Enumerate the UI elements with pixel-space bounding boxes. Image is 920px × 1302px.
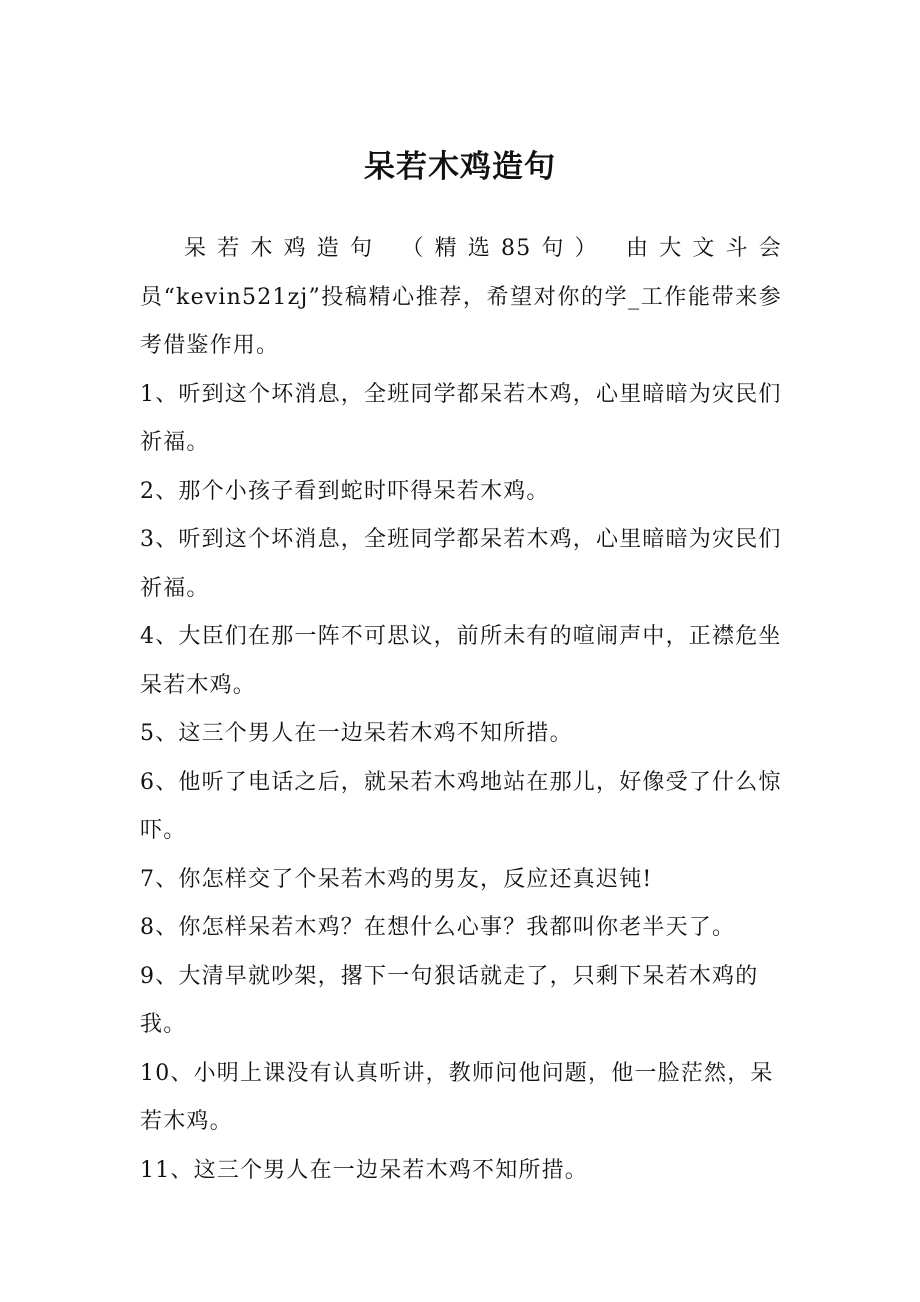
sentence-item: 4、大臣们在那一阵不可思议，前所未有的喧闹声中，正襟危坐呆若木鸡。 <box>140 624 782 698</box>
sentence-item: 11、这三个男人在一边呆若木鸡不知所措。 <box>140 1157 588 1183</box>
sentence-item: 3、听到这个坏消息，全班同学都呆若木鸡，心里暗暗为灾民们祈福。 <box>140 527 782 601</box>
document-body <box>140 225 782 1195</box>
sentence-item: 5、这三个男人在一边呆若木鸡不知所措。 <box>140 721 573 746</box>
sentence-item: 7、你怎样交了个呆若木鸡的男友，反应还真迟钝! <box>140 866 653 892</box>
intro-paragraph: 呆若木鸡造句 （精选85句） 由大文斗会员“kevin521zj”投稿精心推荐，希望对你的学_工作能带来参考借鉴作用。 <box>140 236 782 358</box>
sentence-item: 2、那个小孩子看到蛇时吓得呆若木鸡。 <box>140 478 550 504</box>
sentence-item: 9、大清早就吵架，撂下一句狠话就走了，只剩下呆若木鸡的我。 <box>140 963 759 1037</box>
sentence-item: 6、他听了电话之后，就呆若木鸡地站在那儿，好像受了什么惊吓。 <box>140 769 782 843</box>
sentence-item: 1、听到这个坏消息，全班同学都呆若木鸡，心里暗暗为灾民们祈福。 <box>140 381 782 455</box>
page-title: 呆若木鸡造句 <box>364 149 556 185</box>
sentence-item: 8、你怎样呆若木鸡？在想什么心事？我都叫你老半天了。 <box>140 915 736 940</box>
sentence-item: 10、小明上课没有认真听讲，教师问他问题，他一脸茫然，呆若木鸡。 <box>140 1060 774 1134</box>
